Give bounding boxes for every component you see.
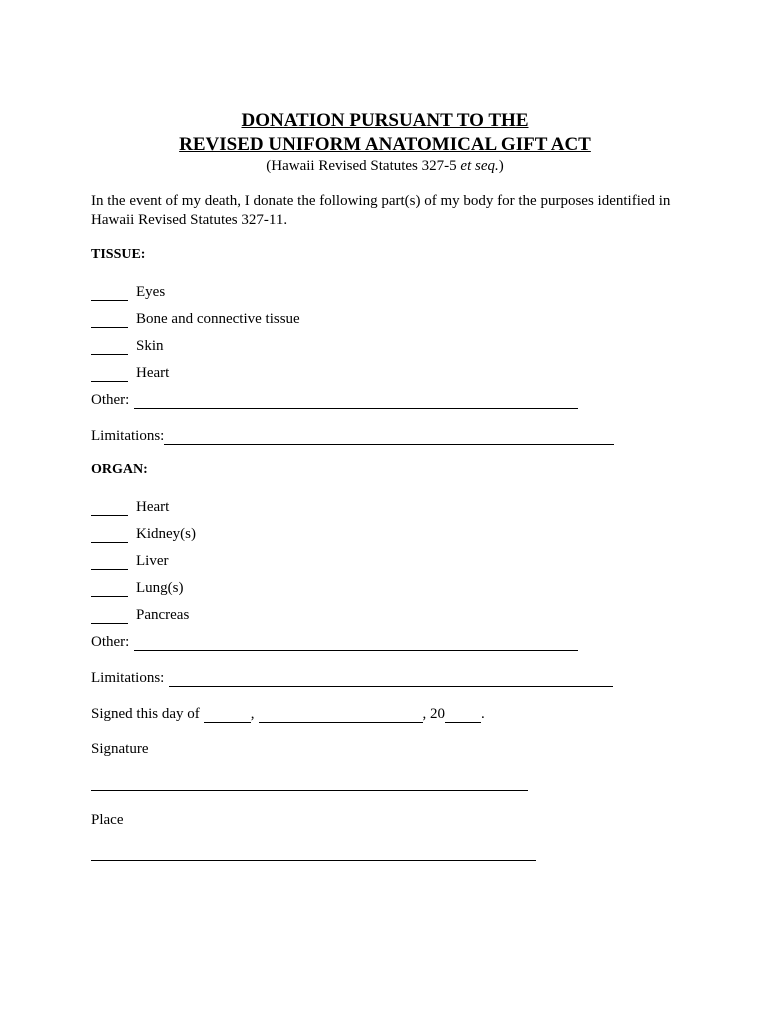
checkbox-blank[interactable] (91, 581, 128, 597)
organ-item-heart[interactable] (91, 496, 169, 516)
subtitle-text: (Hawaii Revised Statutes 327-5 (266, 158, 461, 174)
tissue-limitations-row (91, 425, 614, 445)
checkbox-blank[interactable] (91, 554, 128, 570)
period: . (481, 706, 485, 722)
tissue-item-label: Heart (136, 365, 170, 381)
tissue-item-eyes[interactable] (91, 281, 165, 301)
checkbox-blank[interactable] (91, 312, 128, 328)
month-field[interactable] (259, 707, 423, 723)
organ-other-field[interactable] (134, 635, 578, 651)
checkbox-blank[interactable] (91, 339, 128, 355)
place-field[interactable] (91, 860, 536, 861)
organ-other-label: Other: (91, 634, 130, 650)
checkbox-blank[interactable] (91, 285, 128, 301)
signature-label: Signature (91, 741, 149, 757)
organ-item-label: Pancreas (136, 607, 190, 623)
organ-limitations-label: Limitations: (91, 670, 165, 686)
year-prefix: , 20 (422, 706, 445, 722)
organ-item-kidney[interactable] (91, 523, 196, 543)
checkbox-blank[interactable] (91, 608, 128, 624)
signed-date-row (91, 703, 485, 723)
organ-item-liver[interactable] (91, 550, 168, 570)
intro-paragraph: In the event of my death, I donate the following part(s) of my body for the purposes identified in Hawaii Revised Statutes 327-11. (91, 193, 671, 228)
checkbox-blank[interactable] (91, 527, 128, 543)
organ-item-label: Lung(s) (136, 580, 184, 596)
organ-limitations-field[interactable] (169, 671, 613, 687)
tissue-heading: TISSUE: (91, 247, 146, 262)
tissue-item-label: Skin (136, 338, 164, 354)
signed-text: Signed this day of (91, 706, 200, 722)
comma-1: , (250, 706, 255, 722)
tissue-item-label: Bone and connective tissue (136, 311, 300, 327)
signature-field[interactable] (91, 790, 528, 791)
organ-item-label: Liver (136, 553, 169, 569)
organ-limitations-row (91, 667, 613, 687)
tissue-limitations-field[interactable] (164, 429, 614, 445)
tissue-item-bone[interactable] (91, 308, 300, 328)
organ-item-lung[interactable] (91, 577, 184, 597)
document-title-line-1: DONATION PURSUANT TO THE (241, 110, 529, 131)
year-field[interactable] (445, 707, 481, 723)
day-field[interactable] (204, 707, 251, 723)
tissue-other-field[interactable] (134, 393, 578, 409)
organ-other-row (91, 631, 578, 651)
checkbox-blank[interactable] (91, 500, 128, 516)
organ-item-pancreas[interactable] (91, 604, 189, 624)
tissue-other-row (91, 389, 578, 409)
place-label: Place (91, 812, 124, 828)
tissue-item-heart[interactable] (91, 362, 169, 382)
document-title-line-2: REVISED UNIFORM ANATOMICAL GIFT ACT (179, 134, 591, 155)
tissue-limitations-label: Limitations: (91, 428, 165, 444)
checkbox-blank[interactable] (91, 366, 128, 382)
tissue-item-label: Eyes (136, 284, 166, 300)
organ-item-label: Heart (136, 499, 170, 515)
organ-heading: ORGAN: (91, 462, 148, 477)
tissue-other-label: Other: (91, 392, 130, 408)
document-subtitle (0, 157, 770, 175)
subtitle-italic: et seq. (460, 158, 499, 174)
tissue-item-skin[interactable] (91, 335, 164, 355)
subtitle-close: ) (498, 158, 504, 174)
organ-item-label: Kidney(s) (136, 526, 196, 542)
